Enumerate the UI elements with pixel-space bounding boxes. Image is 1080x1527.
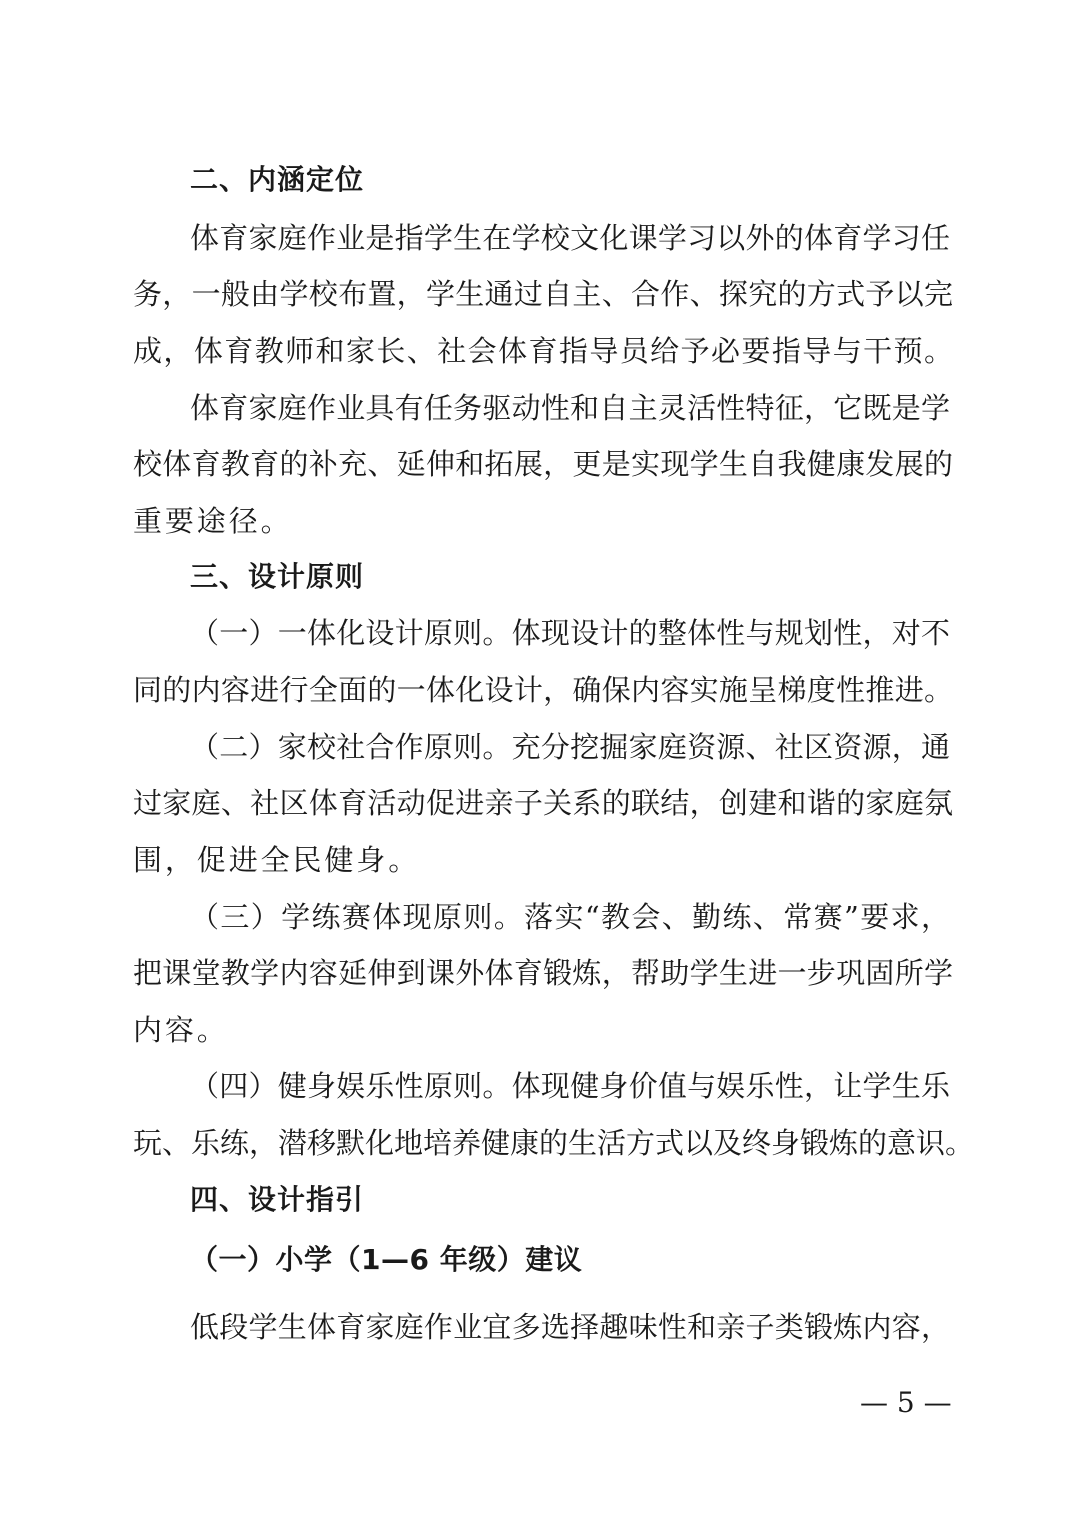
paragraph-line: 低段学生体育家庭作业宜多选择趣味性和亲子类锻炼内容， bbox=[190, 1310, 950, 1344]
paragraph-line: （二）家校社合作原则。充分挖掘家庭资源、社区资源，通 bbox=[190, 730, 950, 764]
paragraph-line: （一）一体化设计原则。体现设计的整体性与规划性，对不 bbox=[190, 616, 950, 650]
paragraph-line: 内容。 bbox=[133, 1013, 229, 1047]
paragraph-line: 务，一般由学校布置，学生通过自主、合作、探究的方式予以完 bbox=[133, 277, 953, 311]
page-number: — 5 — bbox=[860, 1386, 952, 1419]
paragraph-line: 体育家庭作业具有任务驱动性和自主灵活性特征，它既是学 bbox=[190, 391, 950, 425]
paragraph-line: 玩、乐练，潜移默化地培养健康的生活方式以及终身锻炼的意识。 bbox=[133, 1126, 975, 1160]
paragraph-line: （三）学练赛体现原则。落实“教会、勤练、常赛”要求， bbox=[190, 900, 950, 934]
paragraph-line: 成，体育教师和家长、社会体育指导员给予必要指导与干预。 bbox=[133, 334, 953, 368]
paragraph-line: （四）健身娱乐性原则。体现健身价值与娱乐性，让学生乐 bbox=[190, 1069, 950, 1103]
paragraph-line: 校体育教育的补充、延伸和拓展，更是实现学生自我健康发展的 bbox=[133, 447, 953, 481]
section-heading-design-principles: 三、设计原则 bbox=[190, 560, 365, 593]
section-heading-design-guide: 四、设计指引 bbox=[190, 1183, 365, 1216]
section-heading-connotation: 二、内涵定位 bbox=[190, 163, 365, 196]
paragraph-line: 过家庭、社区体育活动促进亲子关系的联结，创建和谐的家庭氛 bbox=[133, 786, 953, 820]
paragraph-line: 重要途径。 bbox=[133, 504, 293, 538]
paragraph-line: 把课堂教学内容延伸到课外体育锻炼，帮助学生进一步巩固所学 bbox=[133, 956, 953, 990]
subsection-heading-primary-school: （一）小学（1—6 年级）建议 bbox=[190, 1243, 583, 1276]
paragraph-line: 体育家庭作业是指学生在学校文化课学习以外的体育学习任 bbox=[190, 221, 950, 255]
paragraph-line: 围，促进全民健身。 bbox=[133, 843, 421, 877]
paragraph-line: 同的内容进行全面的一体化设计，确保内容实施呈梯度性推进。 bbox=[133, 673, 953, 707]
